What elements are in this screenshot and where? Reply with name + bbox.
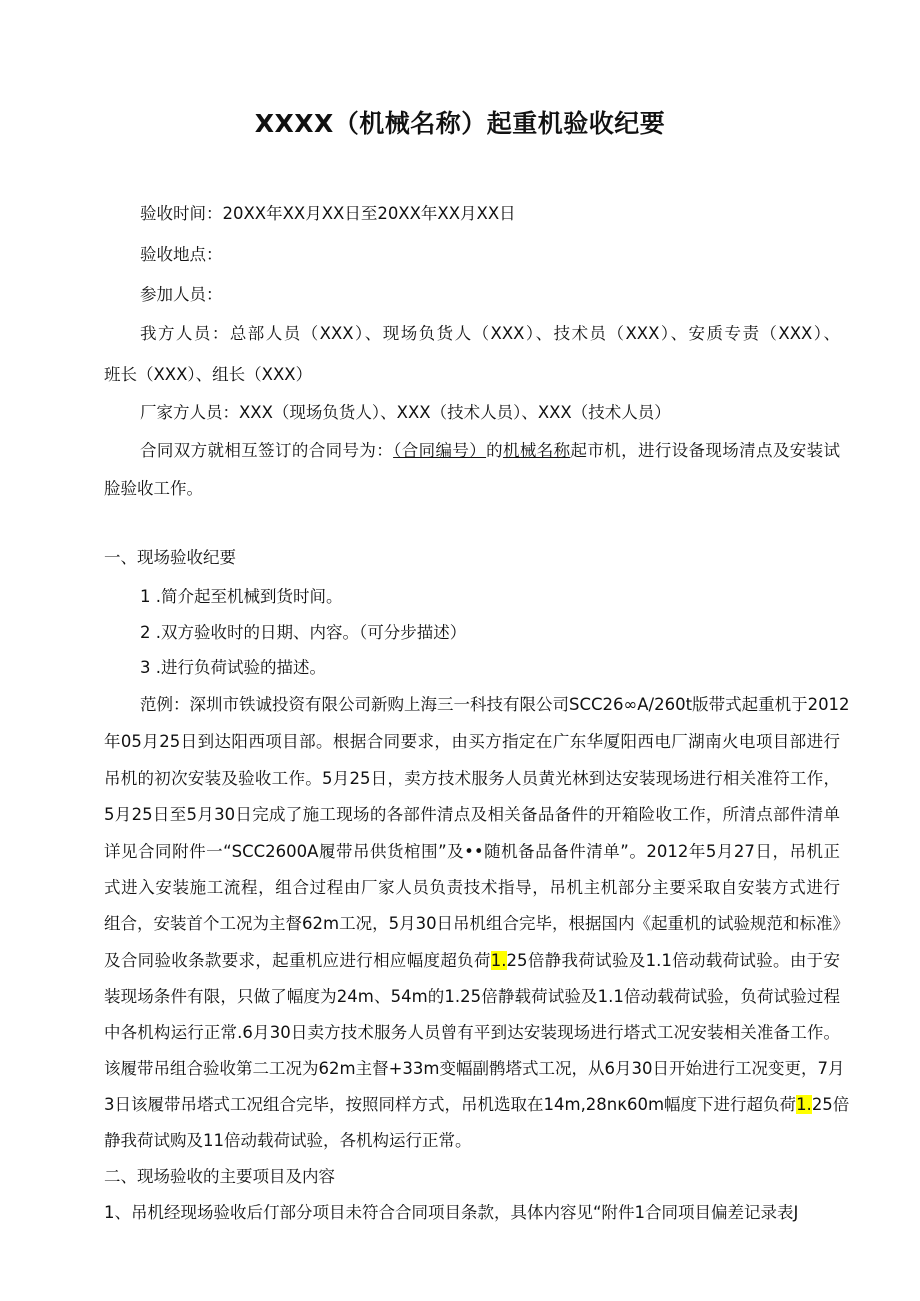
text-line xyxy=(140,203,516,225)
text-line xyxy=(104,1130,472,1152)
text-line xyxy=(140,657,326,679)
text-segment: 2 .双方验收时的日期、内容。（可分步描述） xyxy=(140,623,467,642)
text-line xyxy=(104,364,312,386)
text-segment: 5月25日至5月30日完成了施工现场的各部件清点及相关备品备件的开箱险收工作，所清点部件清单 xyxy=(104,805,840,824)
text-segment: 验收地点： xyxy=(140,245,223,264)
text-segment: 验收时间：20XX年XX月XX日至20XX年XX月XX日 xyxy=(140,204,516,223)
underlined-text: 机械名称 xyxy=(502,441,571,460)
text-line xyxy=(140,694,850,716)
text-line xyxy=(104,1166,335,1188)
text-line xyxy=(104,1058,845,1080)
text-line xyxy=(104,1202,798,1224)
text-line xyxy=(104,986,840,1008)
text-segment: 25倍 xyxy=(811,1095,850,1114)
text-line xyxy=(104,547,236,569)
text-segment: 我方人员：总部人员（XXX）、现场负货人（XXX）、技术员（XXX）、安质专责（XXX）、 xyxy=(140,324,840,343)
text-segment: 吊机的初次安装及验收工作。5月25日，卖方技术服务人员黄光林到达安装现场进行相关准符工作， xyxy=(104,769,840,788)
text-segment: 起市机，进行设备现场清点及安装试 xyxy=(570,441,841,460)
text-line xyxy=(140,402,671,424)
text-line xyxy=(104,1022,840,1044)
text-segment: 该履带吊组合验收第二工况为62m主督+33m变幅副鹘塔式工况，从6月30日开始进行工况变更，7月 xyxy=(104,1059,845,1078)
text-line xyxy=(104,841,840,863)
underlined-text: （合同编号） xyxy=(393,441,487,460)
text-segment: 中各机构运行正常.6月30日卖方技术服务人员曾有平到达安装现场进行塔式工况安装相关准备工作。 xyxy=(104,1023,840,1042)
text-segment: 参加人员： xyxy=(140,285,223,304)
text-segment: 范例：深圳市铁诚投资有限公司新购上海三一科技有限公司SCC26∞A/260t版带式起重机于2012 xyxy=(140,695,850,714)
text-line xyxy=(104,768,840,790)
text-segment: 装现场条件有限，只做了幅度为24m、54m的1.25倍静载荷试验及1.1倍动载荷试验，负荷试验过程 xyxy=(104,987,840,1006)
text-segment: 组合，安装首个工况为主督62m工况，5月30日吊机组合完毕，根据国内《起重机的试验规范和标准》 xyxy=(104,914,850,933)
text-line xyxy=(140,622,466,644)
text-segment: 脸验收工作。 xyxy=(104,479,203,498)
text-line xyxy=(104,1094,850,1116)
text-segment: 静我荷试购及11倍动载荷试验，各机构运行正常。 xyxy=(104,1131,472,1150)
text-segment: 详见合同附件一“SCC2600A履带吊供货棺围”及••随机备品备件清单”。2012年5月27日，吊机正 xyxy=(104,842,840,861)
text-segment: 年05月25日到达阳西项目部。根据合同要求，由买方指定在广东华厦阳西电厂湖南火电项目部进行 xyxy=(104,732,840,751)
text-line xyxy=(104,804,840,826)
text-segment: 厂家方人员：XXX（现场负货人）、XXX（技术人员）、XXX（技术人员） xyxy=(140,403,671,422)
text-segment: 25倍静我荷试验及1.1倍动载荷试验。由于安 xyxy=(506,951,840,970)
text-line xyxy=(104,950,840,972)
text-segment: 3 .进行负荷试验的描述。 xyxy=(140,658,326,677)
text-line xyxy=(140,244,223,266)
text-segment: 1 .简介起至机械到货时间。 xyxy=(140,587,343,606)
text-segment: 3日该履带吊塔式工况组合完毕，按照同样方式，吊机选取在14m,28nκ60m幅度下进行超负荷 xyxy=(104,1095,797,1114)
text-line xyxy=(140,440,840,462)
text-line xyxy=(140,284,223,306)
text-line xyxy=(104,877,840,899)
text-segment: 一、现场验收纪要 xyxy=(104,548,236,567)
text-segment: 合同双方就相互签订的合同号为： xyxy=(140,441,394,460)
text-line xyxy=(140,323,840,345)
text-line xyxy=(104,478,203,500)
text-segment: 二、现场验收的主要项目及内容 xyxy=(104,1167,335,1186)
text-segment: 班长（XXX）、组长（XXX） xyxy=(104,365,313,384)
text-line xyxy=(104,913,850,935)
text-line xyxy=(104,731,840,753)
highlighted-text: 1. xyxy=(490,951,507,970)
text-segment: 式进入安装施工流程，组合过程由厂家人员负责技术指导，吊机主机部分主要采取自安装方式进行 xyxy=(104,878,840,897)
text-segment: 1、吊机经现场验收后仃部分项目未符合合同项目条款，具体内容见“附件1合同项目偏差记录表J xyxy=(104,1203,799,1222)
text-line xyxy=(140,586,343,608)
text-segment: 的 xyxy=(486,441,503,460)
highlighted-text: 1. xyxy=(796,1095,812,1114)
document-title: XXXX（机械名称）起重机验收纪要 xyxy=(254,109,666,138)
text-segment: 及合同验收条款要求，起重机应进行相应幅度超负荷 xyxy=(104,951,491,970)
